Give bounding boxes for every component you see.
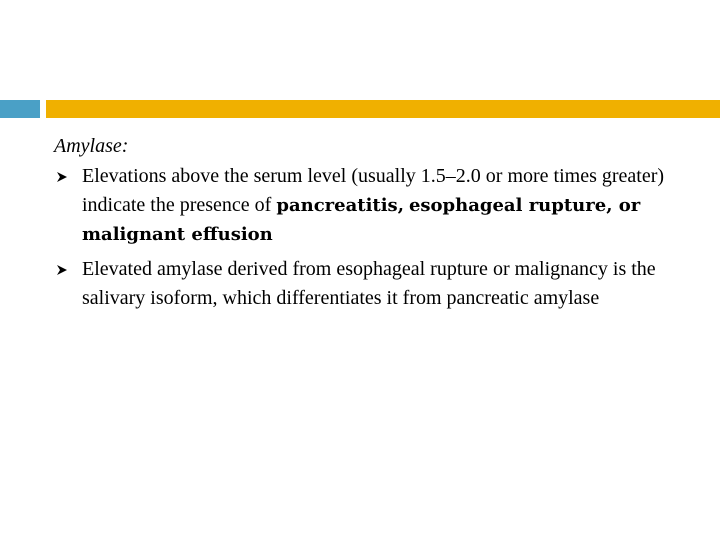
- bullet-text: Elevated amylase derived from esophageal rupture or malignancy is the salivary isoform, which differentiates it from pancreatic amylase: [82, 258, 656, 309]
- accent-bar-blue: [0, 100, 40, 118]
- bullet-item-2: [54, 255, 694, 313]
- bullet-list: [54, 162, 694, 313]
- bullet-bold-text: esophageal rupture, or malignant effusion: [82, 195, 641, 245]
- slide-heading: Amylase:: [54, 135, 129, 157]
- arrowhead-bullet-icon: [57, 265, 67, 275]
- bullet-item-1: [54, 162, 694, 249]
- accent-bar-gold: [46, 100, 720, 118]
- bullet-bold-text: pancreatitis,: [276, 195, 404, 216]
- slide-content: [54, 132, 694, 319]
- arrowhead-bullet-icon: [57, 172, 67, 182]
- bullet-text: Elevations above the serum level (usually 1.5–2.0 or more times greater) indicate the presence of: [82, 165, 665, 216]
